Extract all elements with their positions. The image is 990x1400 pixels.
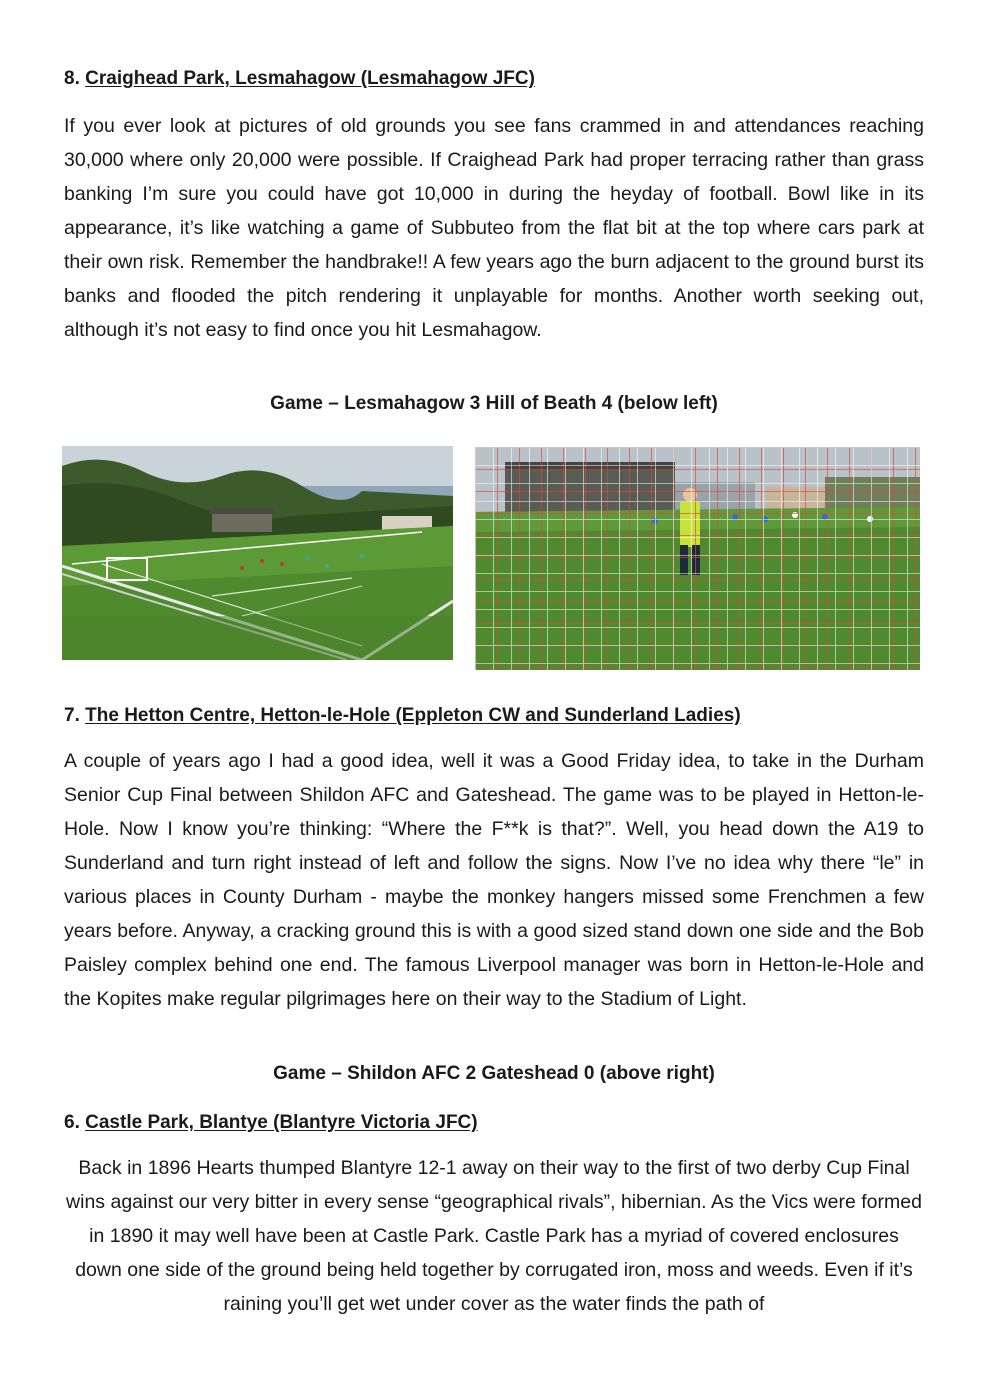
photo-craighead-park: [62, 446, 453, 660]
section-number: 8.: [64, 68, 80, 89]
section-number: 6.: [64, 1112, 80, 1133]
section-title: The Hetton Centre, Hetton-le-Hole (Eppleton CW and Sunderland Ladies): [85, 705, 741, 726]
section-heading-7: [64, 705, 741, 727]
section-body-7: A couple of years ago I had a good idea, well it was a Good Friday idea, to take in the Durham Senior Cup Final between Shildon AFC and Gateshead. The game was to be played in Hetton-le-Hole. Now I know you’re thinking: “Where the F**k is that?”. Well, you head down the A19 to Sunderland and turn right instead of left and follow the signs. Now I’ve no idea why there “le” in various places in County Durham - maybe the monkey hangers missed some Frenchmen a few years before. Anyway, a cracking ground this is with a good sized stand down one side and the Bob Paisley complex behind one end. The famous Liverpool manager was born in Hetton-le-Hole and the Kopites make regular pilgrimages here on their way to the Stadium of Light.: [64, 750, 924, 1010]
game-caption-8: Game – Lesmahagow 3 Hill of Beath 4 (below left): [270, 393, 718, 414]
section-heading-6: [64, 1112, 478, 1134]
section-heading-8: [64, 68, 535, 90]
section-title: Castle Park, Blantye (Blantyre Victoria JFC): [85, 1112, 478, 1133]
photo-hetton-centre: [475, 447, 920, 670]
section-body-6: Back in 1896 Hearts thumped Blantyre 12-1 away on their way to the first of two derby Cup Final wins against our very bitter in every sense “geographical rivals”, hibernian. As the Vics were formed in 1890 it may well have been at Castle Park. Castle Park has a myriad of covered enclosures down one side of the ground being held together by corrugated iron, moss and weeds. Even if it’s raining you’ll get wet under cover as the water finds the path of: [66, 1157, 922, 1315]
section-title: Craighead Park, Lesmahagow (Lesmahagow JFC): [85, 68, 535, 89]
section-body-8: If you ever look at pictures of old grounds you see fans crammed in and attendances reaching 30,000 where only 20,000 were possible. If Craighead Park had proper terracing rather than grass banking I’m sure you could have got 10,000 in during the heyday of football. Bowl like in its appearance, it’s like watching a game of Subbuteo from the flat bit at the top where cars park at their own risk. Remember the handbrake!! A few years ago the burn adjacent to the ground burst its banks and flooded the pitch rendering it unplayable for months. Another worth seeking out, although it’s not easy to find once you hit Lesmahagow.: [64, 115, 924, 341]
section-number: 7.: [64, 705, 80, 726]
game-caption-7: Game – Shildon AFC 2 Gateshead 0 (above right): [273, 1063, 715, 1084]
